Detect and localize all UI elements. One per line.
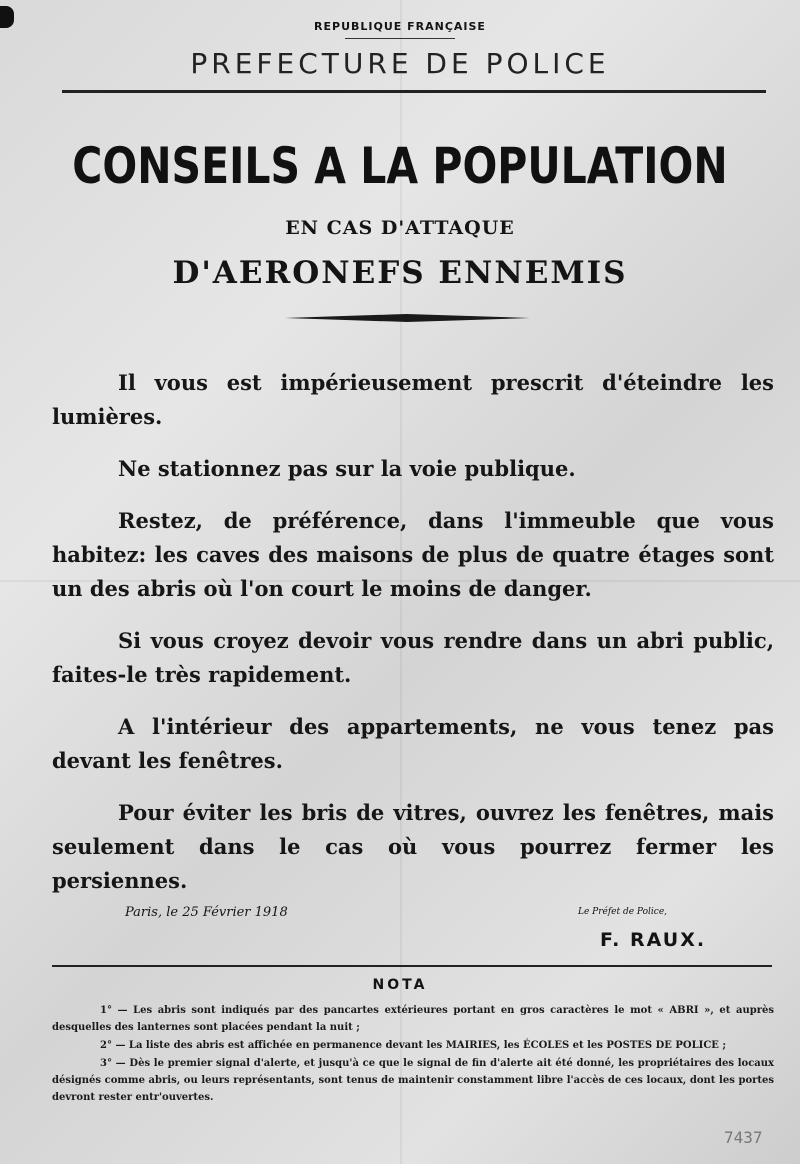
advice-paragraph: Ne stationnez pas sur la voie publique.	[118, 456, 576, 481]
advice-paragraph: A l'intérieur des appartements, ne vous tenez pas devant les fenêtres.	[52, 714, 774, 773]
signature-name: F. RAUX.	[600, 929, 707, 951]
main-title: CONSEILS A LA POPULATION	[72, 137, 728, 195]
bottom-rule-divider	[52, 965, 772, 967]
advice-paragraph: Pour éviter les bris de vitres, ouvrez les fenêtres, mais seulement dans le cas où vous pourrez fermer les persiennes.	[52, 800, 774, 893]
republic-heading: REPUBLIQUE FRANÇAISE	[314, 20, 486, 33]
archive-stamp: 7437	[724, 1128, 763, 1147]
nota-item: 1° — Les abris sont indiqués par des pancartes extérieures portant en gros caractères le mot « ABRI », et auprès desquelles des lanternes sont placées pendant la nuit ;	[52, 1005, 774, 1033]
date-line: Paris, le 25 Février 1918	[125, 905, 288, 920]
prefet-title: Le Préfet de Police,	[578, 907, 668, 917]
advice-paragraph: Restez, de préférence, dans l'immeuble que vous habitez: les caves des maisons de plus de quatre étages sont un des abris où l'on court le moins de danger.	[52, 508, 774, 601]
advice-paragraph: Si vous croyez devoir vous rendre dans un abri public, faites-le très rapidement.	[52, 628, 774, 687]
subtitle-line-1: EN CAS D'ATTAQUE	[285, 217, 515, 239]
prefecture-heading: PREFECTURE DE POLICE	[190, 47, 610, 80]
ornament-divider-icon	[285, 313, 530, 323]
nota-list	[52, 1002, 774, 1107]
republic-underline	[345, 38, 455, 39]
subtitle-line-2: D'AERONEFS ENNEMIS	[172, 255, 628, 291]
advice-paragraph: Il vous est impérieusement prescrit d'éteindre les lumières.	[52, 370, 774, 429]
nota-title: NOTA	[372, 977, 428, 993]
advice-body	[52, 366, 774, 916]
top-rule-divider	[62, 90, 766, 93]
nota-item: 2° — La liste des abris est affichée en permanence devant les MAIRIES, les ÉCOLES et les POSTES DE POLICE ;	[100, 1040, 727, 1051]
nota-item: 3° — Dès le premier signal d'alerte, et jusqu'à ce que le signal de fin d'alerte ait été donné, les propriétaires des locaux désignés comme abris, ou leurs représentants, sont tenus de maintenir constamment libre l'accès de ces locaux, dont les portes devront rester entr'ouvertes.	[52, 1058, 774, 1103]
